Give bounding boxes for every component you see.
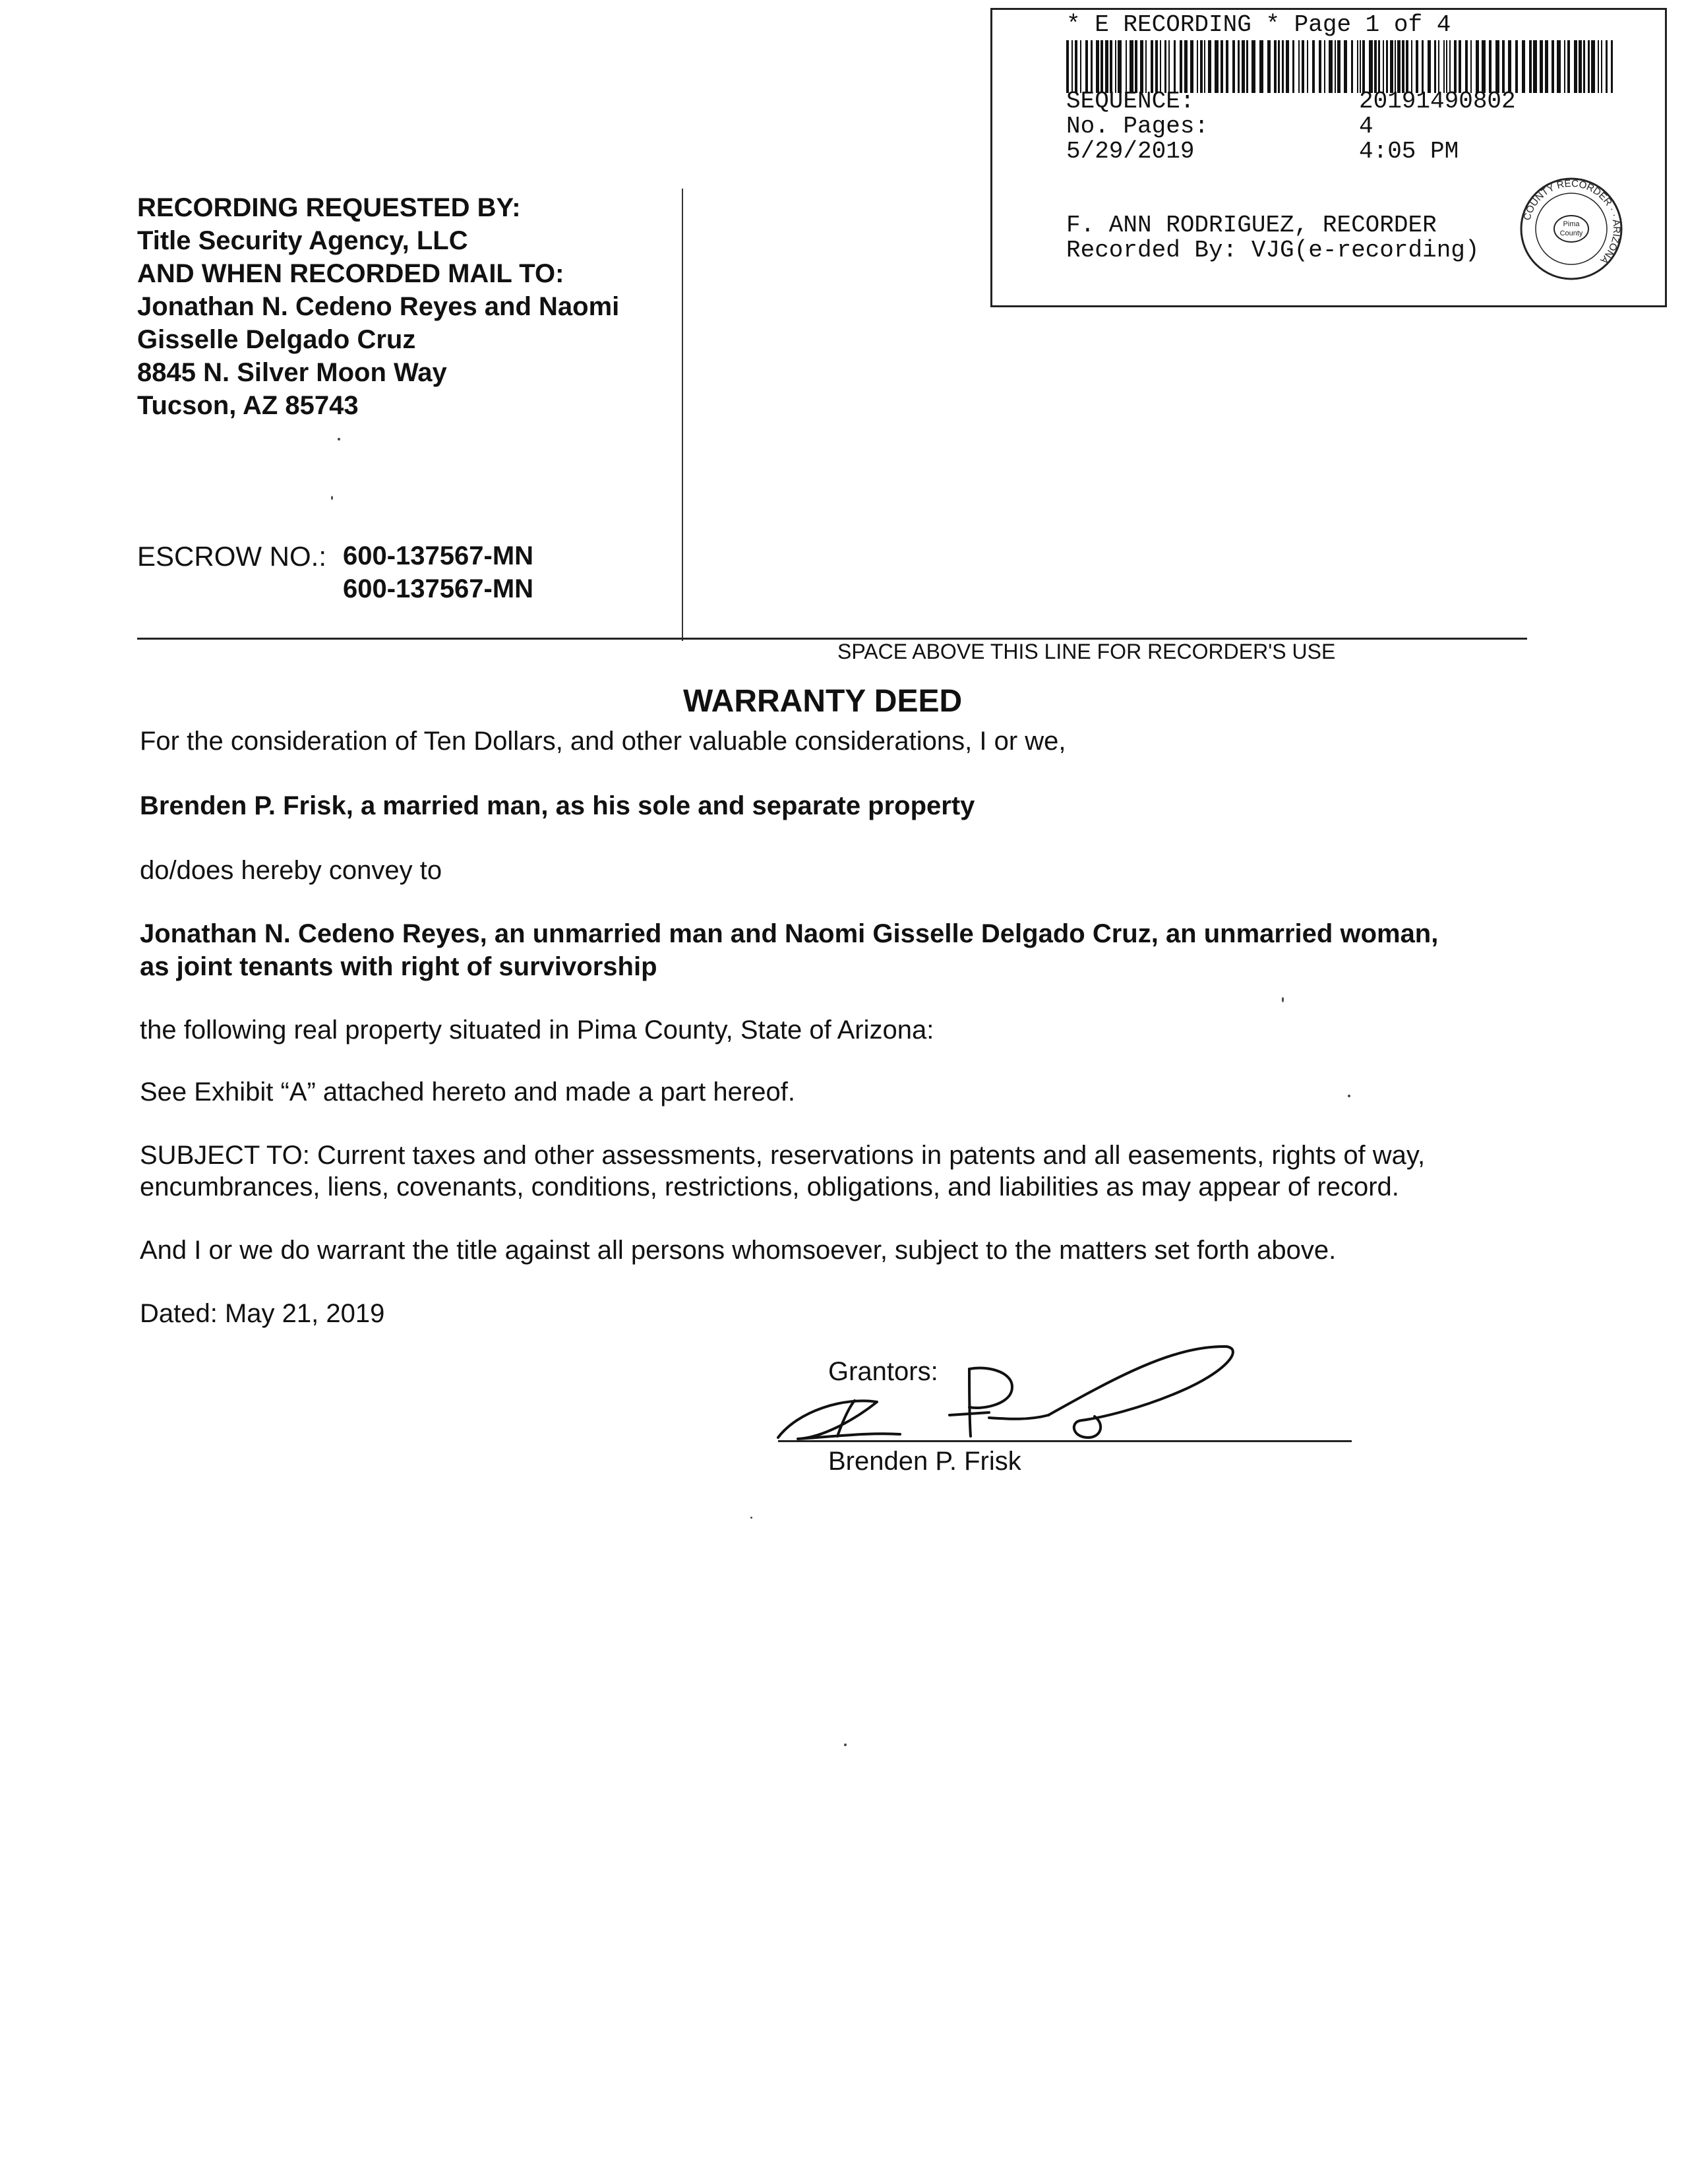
recorder-stamp — [990, 8, 1667, 307]
svg-text:County: County — [1559, 229, 1583, 237]
barcode-bar — [1118, 40, 1122, 93]
barcode-bar — [1591, 40, 1595, 93]
vertical-divider — [682, 189, 683, 641]
record-time: 4:05 PM — [1359, 138, 1459, 165]
barcode-bar — [1259, 40, 1263, 93]
barcode-bar — [1282, 40, 1284, 93]
barcode-bar — [1583, 40, 1585, 93]
barcode-bar — [1611, 40, 1613, 93]
barcode-bar — [1443, 40, 1445, 93]
barcode-bar — [1135, 40, 1137, 93]
barcode-bar — [1085, 40, 1088, 93]
barcode-bar — [1515, 40, 1518, 93]
barcode-bar — [1482, 40, 1486, 93]
barcode-bar — [1080, 40, 1081, 93]
subject-to-line-2: encumbrances, liens, covenants, conditions, restrictions, obligations, and liabilities as may appear of record. — [140, 1172, 1399, 1201]
barcode-bar — [1324, 40, 1325, 93]
barcode-bar — [1470, 40, 1472, 93]
barcode-bar — [1598, 40, 1599, 93]
barcode-bar — [1357, 40, 1358, 93]
barcode-bar — [1564, 40, 1565, 93]
barcode-bar — [1402, 40, 1404, 93]
record-date: 5/29/2019 — [1066, 138, 1195, 165]
barcode-bar — [1180, 40, 1182, 93]
scan-speck — [1348, 1095, 1350, 1097]
barcode-bar — [1140, 40, 1143, 93]
scan-speck — [750, 1517, 752, 1519]
barcode-bar — [1438, 40, 1439, 93]
stamp-header: * E RECORDING * Page 1 of 4 — [1066, 11, 1451, 38]
barcode-bar — [1434, 40, 1436, 93]
barcode-bar — [1495, 40, 1499, 93]
barcode-bar — [1422, 40, 1424, 93]
mail-to-name-line1: Jonathan N. Cedeno Reyes and Naomi — [137, 292, 620, 321]
barcode-bar — [1579, 40, 1582, 93]
barcode-bar — [1369, 40, 1373, 93]
recorder-use-note: SPACE ABOVE THIS LINE FOR RECORDER'S USE — [837, 640, 1336, 663]
barcode-bar — [1522, 40, 1525, 93]
svg-text:COUNTY RECORDER · · ARIZONA: COUNTY RECORDER · · ARIZONA — [1521, 177, 1623, 266]
dated-text: Dated: May 21, 2019 — [140, 1299, 385, 1328]
barcode-bar — [1226, 40, 1228, 93]
barcode-bar — [1319, 40, 1321, 93]
barcode-bar — [1274, 40, 1277, 93]
barcode-bar — [1126, 40, 1127, 93]
barcode-bar — [1337, 40, 1341, 93]
handwritten-signature — [771, 1339, 1246, 1451]
barcode-bar — [1386, 40, 1388, 93]
property-text: the following real property situated in Pima County, State of Arizona: — [140, 1016, 934, 1045]
barcode-bar — [1476, 40, 1479, 93]
barcode-bar — [1232, 40, 1235, 93]
barcode-bar — [1100, 40, 1103, 93]
barcode-bar — [1601, 40, 1602, 93]
grantors-label: Grantors: — [828, 1357, 938, 1386]
exhibit-text: See Exhibit “A” attached hereto and made a part hereof. — [140, 1077, 795, 1107]
barcode-bar — [1552, 40, 1554, 93]
requested-by-label: RECORDING REQUESTED BY: — [137, 193, 521, 222]
barcode-bar — [1096, 40, 1099, 93]
barcode-bar — [1246, 40, 1248, 93]
barcode-bar — [1406, 40, 1408, 93]
barcode-bar — [1307, 40, 1308, 93]
grantor-text: Brenden P. Frisk, a married man, as his sole and separate property — [140, 791, 975, 820]
barcode-bar — [1075, 40, 1077, 93]
escrow-number-1: 600-137567-MN — [343, 541, 534, 570]
barcode-bar — [1221, 40, 1223, 93]
grantee-line-1: Jonathan N. Cedeno Reyes, an unmarried man and Naomi Gisselle Delgado Cruz, an unmarried woman, — [140, 919, 1439, 948]
barcode-bar — [1091, 40, 1093, 93]
barcode-bar — [1383, 40, 1384, 93]
recorder-name: F. ANN RODRIGUEZ, RECORDER — [1066, 212, 1437, 239]
barcode-bar — [1454, 40, 1457, 93]
barcode-bar — [1238, 40, 1240, 93]
barcode-bar — [1329, 40, 1333, 93]
mail-to-address-line2: Tucson, AZ 85743 — [137, 391, 359, 420]
barcode-bar — [1130, 40, 1133, 93]
barcode-bar — [1066, 40, 1069, 93]
barcode-bar — [1545, 40, 1548, 93]
scan-speck — [1282, 997, 1284, 1002]
barcode-bar — [1278, 40, 1280, 93]
barcode-bar — [1267, 40, 1271, 93]
subject-to-line-1: SUBJECT TO: Current taxes and other assessments, reservations in patents and all easements, rights of way, — [140, 1141, 1426, 1170]
barcode-bar — [1446, 40, 1447, 93]
county-seal-icon — [1519, 176, 1624, 282]
barcode-bar — [1251, 40, 1255, 93]
barcode-bar — [1115, 40, 1116, 93]
barcode-bar — [1574, 40, 1577, 93]
scan-speck — [844, 1744, 847, 1746]
recorded-by: Recorded By: VJG(e-recording) — [1066, 237, 1480, 264]
barcode-bar — [1071, 40, 1073, 93]
signer-name: Brenden P. Frisk — [828, 1447, 1021, 1476]
barcode-bar — [1533, 40, 1537, 93]
barcode-bar — [1197, 40, 1198, 93]
barcode-bar — [1164, 40, 1166, 93]
barcode-bar — [1465, 40, 1468, 93]
barcode-bar — [1145, 40, 1147, 93]
barcode-bar — [1151, 40, 1153, 93]
consideration-text: For the consideration of Ten Dollars, and other valuable considerations, I or we, — [140, 727, 1066, 756]
deed-title: WARRANTY DEED — [683, 684, 963, 719]
pages-value: 4 — [1359, 113, 1373, 140]
barcode-bar — [1378, 40, 1380, 93]
mail-to-name-line2: Gisselle Delgado Cruz — [137, 325, 416, 354]
barcode-bar — [1459, 40, 1461, 93]
barcode-bar — [1110, 40, 1112, 93]
barcode-bar — [1298, 40, 1300, 93]
sequence-label: SEQUENCE: — [1066, 88, 1195, 115]
convey-text: do/does hereby convey to — [140, 856, 442, 885]
sequence-value: 20191490802 — [1359, 88, 1516, 115]
barcode-bar — [1184, 40, 1188, 93]
barcode-bar — [1286, 40, 1289, 93]
barcode-bar — [1489, 40, 1492, 93]
barcode-bar — [1344, 40, 1347, 93]
barcode — [1066, 40, 1616, 93]
escrow-label: ESCROW NO.: — [137, 541, 327, 572]
barcode-bar — [1508, 40, 1511, 93]
barcode-bar — [1105, 40, 1108, 93]
barcode-bar — [1428, 40, 1431, 93]
barcode-bar — [1502, 40, 1505, 93]
barcode-bar — [1351, 40, 1353, 93]
barcode-bar — [1395, 40, 1396, 93]
barcode-bar — [1174, 40, 1176, 93]
barcode-bar — [1529, 40, 1532, 93]
barcode-bar — [1292, 40, 1294, 93]
barcode-bar — [1215, 40, 1219, 93]
barcode-bar — [1374, 40, 1377, 93]
barcode-bar — [1416, 40, 1418, 93]
barcode-bar — [1390, 40, 1393, 93]
barcode-bar — [1449, 40, 1451, 93]
barcode-bar — [1155, 40, 1158, 93]
barcode-bar — [1160, 40, 1161, 93]
svg-text:Pima: Pima — [1563, 220, 1580, 228]
barcode-bar — [1360, 40, 1361, 93]
scan-speck — [331, 496, 333, 500]
barcode-bar — [1302, 40, 1304, 93]
barcode-bar — [1208, 40, 1211, 93]
warrant-text: And I or we do warrant the title against all persons whomsoever, subject to the matters set forth above. — [140, 1236, 1337, 1265]
barcode-bar — [1540, 40, 1543, 93]
barcode-bar — [1242, 40, 1245, 93]
barcode-bar — [1557, 40, 1561, 93]
barcode-bar — [1312, 40, 1315, 93]
mail-to-label: AND WHEN RECORDED MAIL TO: — [137, 259, 564, 288]
barcode-bar — [1567, 40, 1570, 93]
pages-label: No. Pages: — [1066, 113, 1209, 140]
barcode-bar — [1168, 40, 1170, 93]
barcode-bar — [1588, 40, 1590, 93]
grantee-line-2: as joint tenants with right of survivorship — [140, 952, 657, 981]
barcode-bar — [1204, 40, 1205, 93]
barcode-bar — [1606, 40, 1608, 93]
barcode-bar — [1362, 40, 1365, 93]
scan-speck — [338, 438, 340, 440]
barcode-bar — [1397, 40, 1401, 93]
mail-to-address-line1: 8845 N. Silver Moon Way — [137, 358, 447, 387]
barcode-bar — [1335, 40, 1336, 93]
escrow-number-2: 600-137567-MN — [343, 574, 534, 603]
barcode-bar — [1411, 40, 1412, 93]
barcode-bar — [1190, 40, 1193, 93]
requested-by-value: Title Security Agency, LLC — [137, 226, 468, 255]
barcode-bar — [1200, 40, 1203, 93]
